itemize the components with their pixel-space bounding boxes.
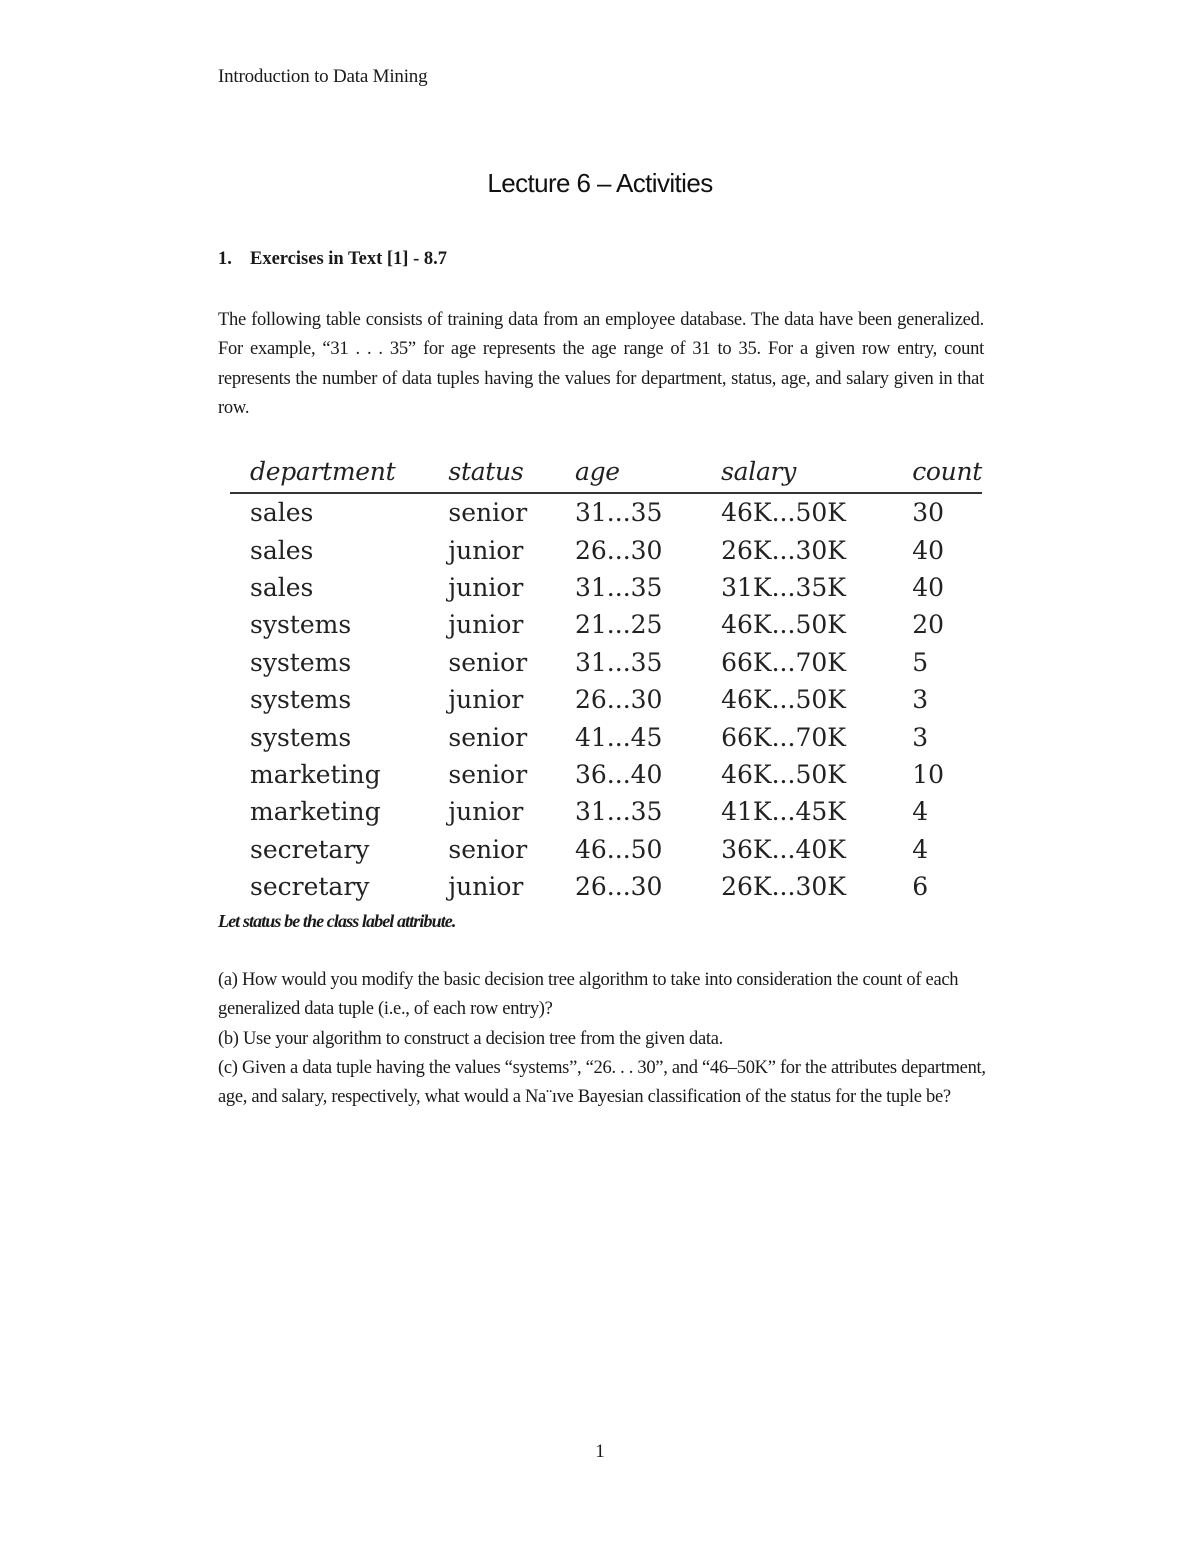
cell-department: systems bbox=[250, 610, 352, 640]
cell-department: secretary bbox=[250, 834, 370, 864]
table-row bbox=[230, 493, 982, 531]
cell-age: 26...30 bbox=[574, 872, 663, 902]
table-row bbox=[230, 681, 982, 718]
table-row bbox=[230, 868, 982, 905]
cell-count: 6 bbox=[912, 872, 929, 902]
cell-age: 31...35 bbox=[574, 498, 663, 528]
cell-status: junior bbox=[448, 685, 524, 715]
cell-count: 3 bbox=[912, 685, 929, 715]
cell-status: junior bbox=[448, 535, 524, 565]
running-header: Introduction to Data Mining bbox=[218, 66, 428, 87]
cell-age: 31...35 bbox=[574, 647, 663, 677]
cell-salary: 46K...50K bbox=[721, 685, 846, 715]
cell-salary: 46K...50K bbox=[721, 759, 846, 789]
cell-salary: 41K...45K bbox=[721, 797, 846, 827]
column-header-department: department bbox=[230, 450, 428, 493]
question-b: (b) Use your algorithm to construct a decision tree from the given data. bbox=[218, 1028, 723, 1049]
cell-status: senior bbox=[448, 722, 528, 752]
cell-salary: 26K...30K bbox=[721, 535, 846, 565]
questions-list bbox=[218, 966, 998, 1112]
column-header-status: status bbox=[428, 450, 555, 493]
table-header-row bbox=[230, 450, 982, 493]
page-number: 1 bbox=[595, 1441, 605, 1462]
column-header-salary: salary bbox=[701, 450, 892, 493]
cell-count: 20 bbox=[912, 610, 944, 640]
class-label-note: Let status be the class label attribute. bbox=[218, 911, 456, 931]
cell-salary: 66K...70K bbox=[721, 647, 846, 677]
cell-status: senior bbox=[448, 498, 528, 528]
cell-age: 41...45 bbox=[574, 722, 663, 752]
table-row bbox=[230, 756, 982, 793]
cell-salary: 36K...40K bbox=[721, 834, 846, 864]
cell-count: 5 bbox=[912, 647, 929, 677]
cell-age: 31...35 bbox=[574, 797, 663, 827]
cell-department: sales bbox=[250, 498, 314, 528]
cell-department: secretary bbox=[250, 872, 370, 902]
question-c: (c) Given a data tuple having the values “systems”, “26. . . 30”, and “46–50K” for the attributes department, age, and salary, respectively, what would a Na¨ıve Bayesian classification of the status for the tuple be? bbox=[218, 1057, 986, 1108]
cell-department: systems bbox=[250, 722, 352, 752]
table-row bbox=[230, 831, 982, 868]
cell-salary: 26K...30K bbox=[721, 872, 846, 902]
cell-department: marketing bbox=[250, 759, 381, 789]
cell-status: junior bbox=[448, 572, 524, 602]
table-row bbox=[230, 531, 982, 568]
cell-department: sales bbox=[250, 572, 314, 602]
page-title: Lecture 6 – Activities bbox=[487, 168, 713, 198]
cell-department: systems bbox=[250, 647, 352, 677]
cell-count: 30 bbox=[912, 498, 944, 528]
cell-age: 21...25 bbox=[574, 610, 663, 640]
column-header-age: age bbox=[555, 450, 701, 493]
cell-status: junior bbox=[448, 872, 524, 902]
table-row bbox=[230, 644, 982, 681]
cell-age: 46...50 bbox=[574, 834, 663, 864]
training-data-table bbox=[230, 450, 982, 905]
cell-status: senior bbox=[448, 759, 528, 789]
table-row bbox=[230, 718, 982, 755]
cell-status: junior bbox=[448, 797, 524, 827]
cell-department: marketing bbox=[250, 797, 381, 827]
cell-salary: 46K...50K bbox=[721, 498, 846, 528]
cell-status: senior bbox=[448, 647, 528, 677]
table-row bbox=[230, 793, 982, 830]
exercise-heading-text: Exercises in Text [1] - 8.7 bbox=[250, 249, 447, 269]
question-a: (a) How would you modify the basic decision tree algorithm to take into consideration the count of each generalized data tuple (i.e., of each row entry)? bbox=[218, 970, 959, 1020]
cell-count: 10 bbox=[912, 759, 944, 789]
cell-salary: 66K...70K bbox=[721, 722, 846, 752]
cell-count: 4 bbox=[912, 797, 929, 827]
cell-status: junior bbox=[448, 610, 524, 640]
cell-count: 40 bbox=[912, 572, 944, 602]
cell-salary: 46K...50K bbox=[721, 610, 846, 640]
cell-age: 31...35 bbox=[574, 572, 663, 602]
cell-department: systems bbox=[250, 685, 352, 715]
column-header-count: count bbox=[892, 450, 982, 493]
intro-paragraph: The following table consists of training data from an employee database. The data have been generalized. For example, “31 . . . 35” for age represents the age range of 31 to 35. For a given row entry, count represents the number of data tuples having the values for department, status, age, and salary given in that row. bbox=[218, 310, 984, 418]
exercise-heading bbox=[218, 249, 447, 270]
cell-count: 4 bbox=[912, 834, 929, 864]
table-row bbox=[230, 606, 982, 643]
cell-status: senior bbox=[448, 834, 528, 864]
cell-age: 26...30 bbox=[574, 535, 663, 565]
cell-salary: 31K...35K bbox=[721, 572, 846, 602]
cell-count: 40 bbox=[912, 535, 944, 565]
cell-department: sales bbox=[250, 535, 314, 565]
cell-age: 36...40 bbox=[574, 759, 663, 789]
cell-count: 3 bbox=[912, 722, 929, 752]
table-row bbox=[230, 569, 982, 606]
cell-age: 26...30 bbox=[574, 685, 663, 715]
exercise-number: 1. bbox=[218, 249, 232, 269]
